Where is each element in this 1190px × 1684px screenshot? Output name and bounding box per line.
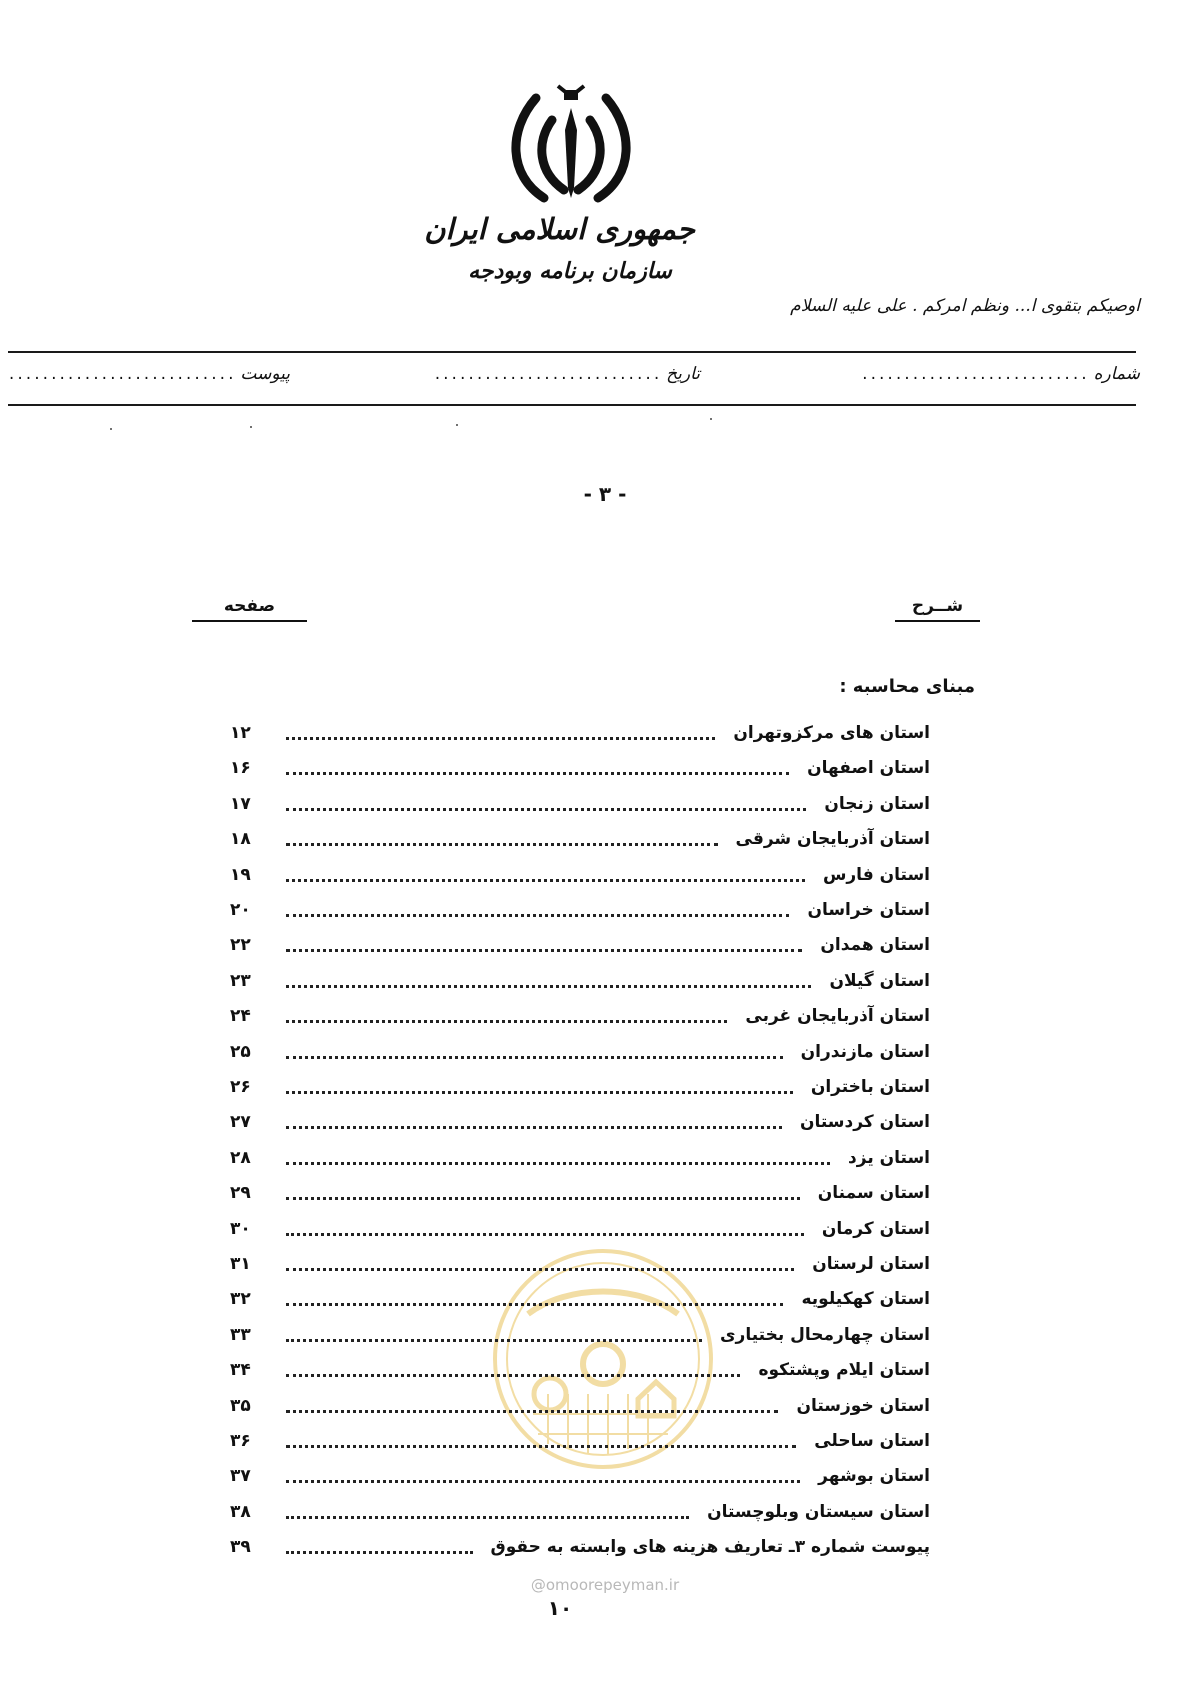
toc-dot-leader (286, 1233, 804, 1236)
scan-speck (456, 424, 458, 426)
toc-dot-leader (286, 949, 802, 952)
toc-row (230, 1213, 930, 1245)
toc-entry-page: ۳۵ (230, 1396, 251, 1416)
toc-entry-page: ۱۲ (230, 723, 251, 743)
toc-entry-page: ۱۶ (230, 758, 251, 778)
toc-row (230, 1177, 930, 1209)
number-field (860, 364, 1140, 384)
organization-name: سازمان برنامه وبودجه (468, 258, 672, 284)
toc-entry-label: استان آذربایجان غربی (745, 1006, 930, 1026)
toc-entry-label: پیوست شماره ۳ـ تعاریف هزینه های وابسته به حقوق (490, 1537, 930, 1557)
toc-dot-leader (286, 1197, 800, 1200)
toc-row (230, 1460, 930, 1492)
toc-row (230, 1354, 930, 1386)
toc-entry-page: ۲۰ (230, 900, 251, 920)
toc-entry-page: ۱۷ (230, 794, 251, 814)
scan-speck (250, 426, 252, 428)
column-heading-description: شــرح (895, 596, 980, 622)
toc-entry-label: استان زنجان (824, 794, 930, 814)
toc-entry-page: ۲۷ (230, 1112, 251, 1132)
number-label: شماره (1093, 364, 1140, 384)
letterhead-motto: اوصیکم بتقوی ا... ونظم امرکم . علی علیه السلام (790, 296, 1140, 316)
toc-entry-label: استان فارس (822, 865, 930, 885)
attachment-label: پیوست (240, 364, 290, 384)
toc-row (230, 1000, 930, 1032)
scan-speck (710, 418, 712, 420)
toc-entry-page: ۳۴ (230, 1360, 251, 1380)
toc-entry-label: استان کرمان (821, 1219, 930, 1239)
toc-entry-label: استان همدان (820, 935, 930, 955)
toc-row (230, 894, 930, 926)
toc-dot-leader (286, 1091, 793, 1094)
toc-entry-page: ۲۵ (230, 1042, 251, 1062)
toc-row (230, 1496, 930, 1528)
toc-row (230, 1142, 930, 1174)
toc-dot-leader (286, 1516, 689, 1519)
toc-dot-leader (286, 843, 718, 846)
toc-row (230, 823, 930, 855)
toc-dot-leader (286, 1410, 778, 1413)
header-rule-bottom (8, 404, 1136, 406)
toc-row (230, 788, 930, 820)
toc-entry-label: استان های مرکزوتهران (733, 723, 930, 743)
toc-row (230, 859, 930, 891)
toc-dot-leader (286, 914, 789, 917)
date-leader: ........................... (433, 367, 661, 383)
toc-row (230, 1248, 930, 1280)
toc-row (230, 717, 930, 749)
toc-entry-page: ۳۳ (230, 1325, 251, 1345)
toc-entry-page: ۲۸ (230, 1148, 251, 1168)
date-field (433, 364, 700, 384)
toc-dot-leader (286, 1268, 794, 1271)
toc-entry-label: استان سمنان (817, 1183, 930, 1203)
toc-dot-leader (286, 1020, 727, 1023)
toc-dot-leader (286, 1374, 740, 1377)
toc-dot-leader (286, 1056, 783, 1059)
toc-dot-leader (286, 737, 715, 740)
toc-entry-page: ۳۹ (230, 1537, 251, 1557)
toc-entry-page: ۳۱ (230, 1254, 251, 1274)
toc-row (230, 1425, 930, 1457)
toc-entry-page: ۳۲ (230, 1289, 251, 1309)
country-name: جمهوری اسلامی ایران (424, 212, 695, 246)
section-title: مبنای محاسبه : (839, 676, 975, 697)
toc-entry-label: استان خوزستان (796, 1396, 930, 1416)
toc-entry-page: ۳۰ (230, 1219, 251, 1239)
toc-dot-leader (286, 1126, 782, 1129)
toc-row (230, 965, 930, 997)
number-leader: ........................... (860, 367, 1089, 383)
toc-entry-label: استان بوشهر (818, 1466, 930, 1486)
toc-entry-label: استان آذربایجان شرقی (735, 829, 930, 849)
toc-entry-page: ۲۳ (230, 971, 251, 991)
attachment-leader: ........................... (7, 367, 235, 383)
toc-dot-leader (286, 1480, 800, 1483)
toc-entry-label: استان لرستان (812, 1254, 930, 1274)
toc-entry-page: ۲۲ (230, 935, 251, 955)
toc-dot-leader (286, 879, 805, 882)
toc-entry-page: ۲۴ (230, 1006, 251, 1026)
toc-dot-leader (286, 1339, 702, 1342)
toc-dot-leader (286, 1551, 473, 1554)
toc-row (230, 1283, 930, 1315)
toc-dot-leader (286, 985, 811, 988)
toc-entry-page: ۱۹ (230, 865, 251, 885)
toc-row (230, 1106, 930, 1138)
page-marker: - ۳ - (583, 482, 627, 506)
toc-entry-label: استان ساحلی (814, 1431, 930, 1451)
toc-entry-page: ۳۸ (230, 1502, 251, 1522)
toc-entry-label: استان یزد (848, 1148, 930, 1168)
toc-entry-label: استان ایلام وپشتکوه (758, 1360, 930, 1380)
toc-dot-leader (286, 1162, 830, 1165)
page-number: ۱۰ (547, 1596, 573, 1620)
toc-entry-label: استان کهکیلویه (801, 1289, 930, 1309)
iran-emblem-icon (506, 80, 636, 210)
toc-entry-page: ۳۷ (230, 1466, 251, 1486)
toc-entry-page: ۲۶ (230, 1077, 251, 1097)
toc-entry-label: استان کردستان (799, 1112, 930, 1132)
toc-row (230, 1036, 930, 1068)
toc-row (230, 1319, 930, 1351)
toc-entry-label: استان مازندران (800, 1042, 930, 1062)
date-label: تاریخ (666, 364, 700, 384)
toc-entry-label: استان سیستان وبلوچستان (707, 1502, 930, 1522)
scan-speck (110, 428, 112, 430)
toc-dot-leader (286, 772, 789, 775)
toc-dot-leader (286, 1445, 796, 1448)
attachment-field (7, 364, 290, 384)
toc-entry-label: استان چهارمحال بختیاری (719, 1325, 930, 1345)
toc-dot-leader (286, 1303, 783, 1306)
toc-entry-label: استان باختران (810, 1077, 930, 1097)
toc-row (230, 752, 930, 784)
toc-entry-label: استان اصفهان (807, 758, 930, 778)
toc-entry-page: ۱۸ (230, 829, 251, 849)
toc-entry-page: ۳۶ (230, 1431, 251, 1451)
watermark-caption: @omoorepeyman.ir (530, 1576, 680, 1594)
toc-entry-page: ۲۹ (230, 1183, 251, 1203)
toc-row (230, 1390, 930, 1422)
toc-row (230, 1071, 930, 1103)
toc-dot-leader (286, 808, 806, 811)
toc-row (230, 1531, 930, 1563)
toc-row (230, 929, 930, 961)
header-rule-top (8, 351, 1136, 353)
column-heading-page: صفحه (192, 596, 307, 622)
toc-entry-label: استان خراسان (807, 900, 930, 920)
toc-entry-label: استان گیلان (829, 971, 930, 991)
